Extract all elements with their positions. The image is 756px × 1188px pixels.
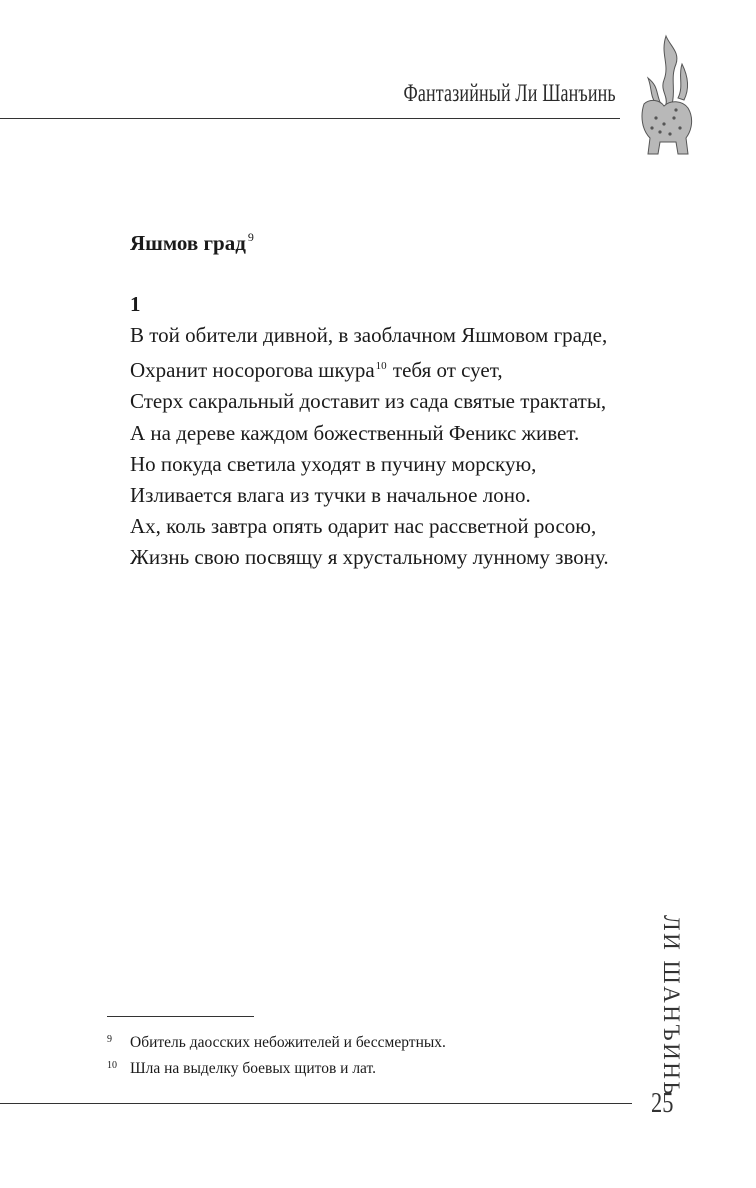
poem	[130, 218, 630, 574]
verse-line-4: А на дереве каждом божественный Феникс живет.	[130, 420, 580, 445]
poem-title	[130, 218, 630, 256]
verse-line-1: В той обители дивной, в заоблачном Яшмовом граде,	[130, 323, 608, 347]
section-number: 1	[130, 292, 141, 316]
footnotes	[107, 1027, 607, 1079]
verse-line-2	[130, 351, 630, 386]
footnote-ref-9: 9	[247, 230, 254, 244]
footnote-text: Шла на выделку боевых щитов и лат.	[130, 1060, 377, 1077]
bottom-divider	[0, 1103, 632, 1104]
footnote-text: Обитель даосских небожителей и бессмертных.	[130, 1034, 446, 1051]
footnote-divider	[107, 1016, 254, 1017]
verse-line-7: Ах, коль завтра опять одарит нас рассветной росою,	[130, 514, 597, 539]
footnote-number: 10	[107, 1060, 117, 1071]
verse-line-5: Но покуда светила уходят в пучину морскую,	[130, 451, 537, 476]
footnote-number: 9	[107, 1034, 112, 1045]
footnote	[107, 1027, 607, 1053]
verse-line-8: Жизнь свою посвящу я хрустальному лунному звону.	[130, 545, 609, 570]
verse-line-6: Изливается влага из тучки в начальное лоно.	[130, 483, 531, 508]
verse-line-2-end: тебя от сует,	[387, 358, 503, 383]
qilin-sculpture-icon	[630, 34, 704, 158]
running-header	[0, 74, 620, 119]
footnote	[107, 1053, 607, 1079]
running-title: Фантазийный Ли Шанъинь	[403, 80, 616, 107]
verse-line-3: Стерх сакральный доставит из сада святые трактаты,	[130, 389, 607, 414]
side-author-label: ЛИ ШАНЪИНЬ	[659, 915, 684, 1098]
page-number: 25	[651, 1088, 674, 1119]
verse-line-2-start: Охранит носорогова шкура	[130, 358, 375, 383]
footnote-ref-10: 10	[375, 360, 387, 373]
poem-title-text: Яшмов град	[130, 231, 246, 255]
